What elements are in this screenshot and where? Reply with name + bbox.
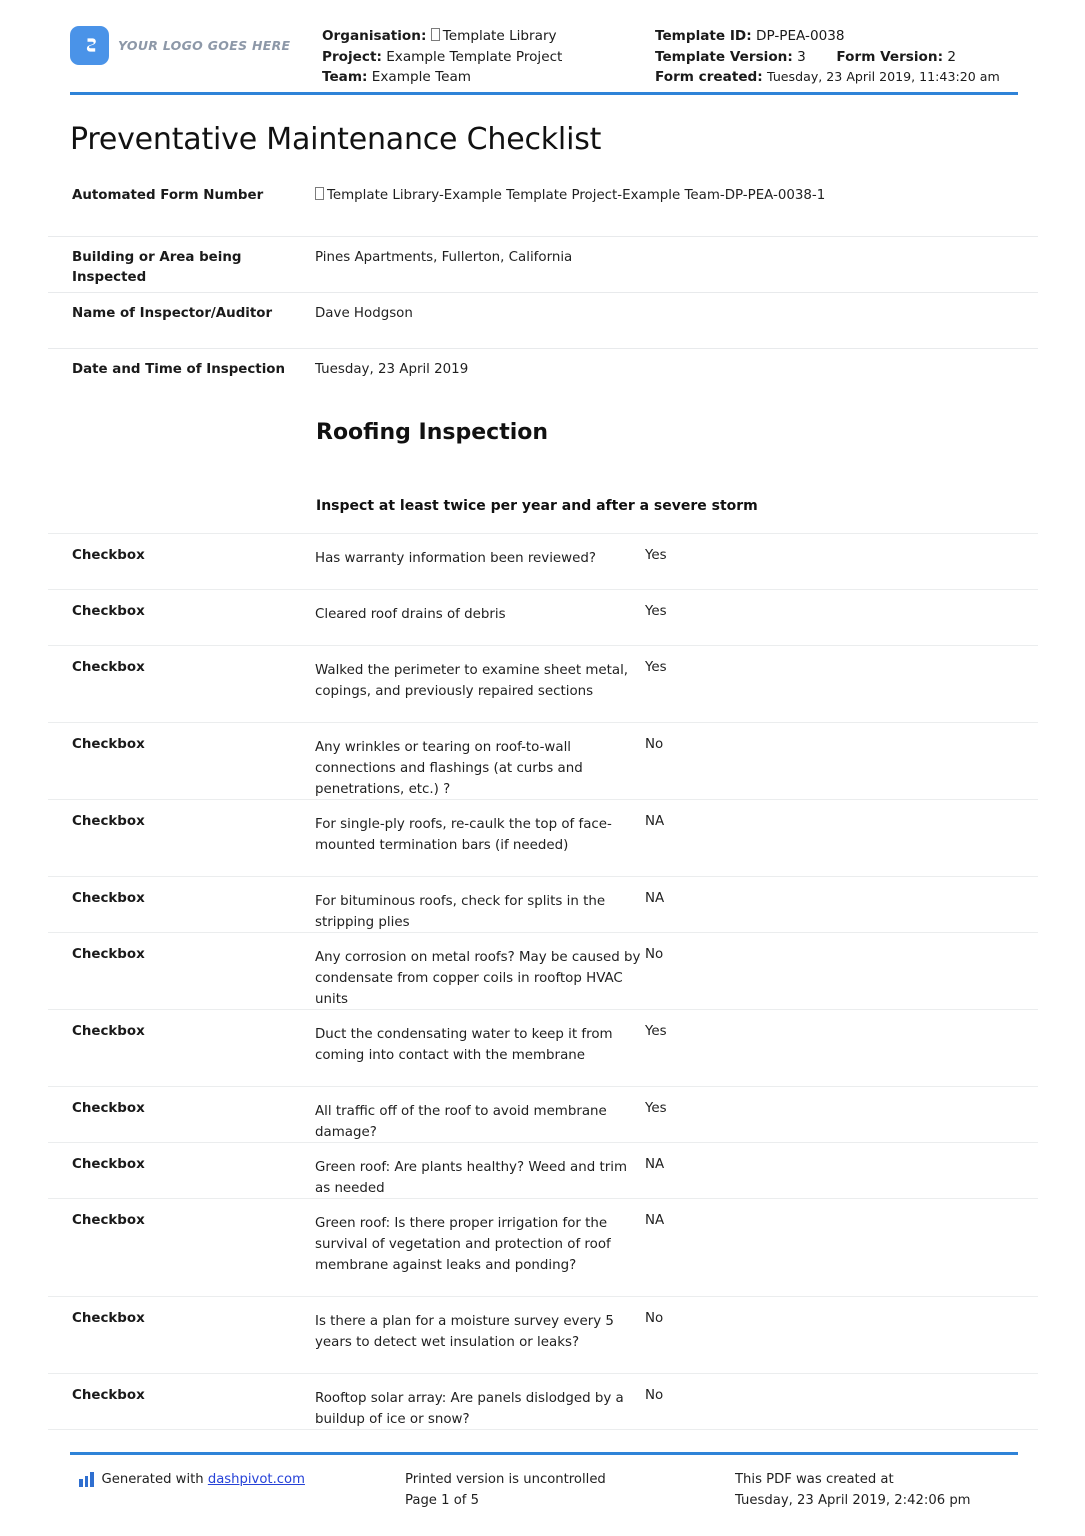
project-label: Project: bbox=[322, 48, 382, 65]
info-row-value: Pines Apartments, Fullerton, California bbox=[315, 250, 573, 265]
checklist-row-description: Any wrinkles or tearing on roof-to-wall connections and flashings (at curbs and penetrations, etc.) ? bbox=[315, 740, 583, 797]
footer-created-block bbox=[735, 1470, 971, 1511]
team-label: Team: bbox=[322, 69, 368, 85]
table-row bbox=[48, 1009, 1038, 1086]
table-row bbox=[48, 799, 1038, 876]
form-created-label: Form created: bbox=[655, 69, 763, 85]
info-row bbox=[48, 236, 1038, 292]
section-heading: Roofing Inspection bbox=[316, 420, 549, 445]
page-title: Preventative Maintenance Checklist bbox=[70, 122, 602, 157]
template-version-value: 3 bbox=[797, 48, 806, 65]
template-id-label: Template ID: bbox=[655, 28, 752, 44]
table-row bbox=[48, 1142, 1038, 1198]
checklist-row-type: Checkbox bbox=[72, 1157, 145, 1172]
template-version-label: Template Version: bbox=[655, 48, 793, 65]
checklist-row-value: No bbox=[645, 1311, 664, 1326]
form-info-table bbox=[48, 175, 1038, 405]
info-row-label: Automated Form Number bbox=[72, 188, 264, 203]
info-row-label: Name of Inspector/Auditor bbox=[72, 306, 273, 321]
footer-generated-block bbox=[79, 1470, 305, 1490]
checklist-row-value: NA bbox=[645, 1157, 665, 1172]
table-row bbox=[48, 1086, 1038, 1142]
checklist-row-type: Checkbox bbox=[72, 1213, 145, 1228]
info-row-value: Dave Hodgson bbox=[315, 306, 413, 321]
checklist-row-description: Duct the condensating water to keep it from coming into contact with the membrane bbox=[315, 1027, 613, 1063]
info-row-value: Template Library-Example Template Project-Example Team-DP-PEA-0038-1 bbox=[315, 186, 1015, 206]
checklist-table bbox=[48, 533, 1038, 1430]
info-row bbox=[48, 175, 1038, 236]
info-row bbox=[48, 292, 1038, 348]
checklist-row-type: Checkbox bbox=[72, 1388, 145, 1403]
page-footer bbox=[0, 1466, 1085, 1526]
checklist-row-value: Yes bbox=[645, 548, 667, 563]
header-org-block bbox=[322, 26, 562, 88]
checklist-row-value: No bbox=[645, 1388, 664, 1403]
template-id-value: DP-PEA-0038 bbox=[755, 28, 845, 44]
form-created-value: Tuesday, 23 April 2019, 11:43:20 am bbox=[767, 69, 1000, 84]
checklist-row-description: Any corrosion on metal roofs? May be caused by condensate from copper coils in rooftop HVAC units bbox=[315, 950, 641, 1007]
logo-placeholder-text: YOUR LOGO GOES HERE bbox=[118, 38, 291, 53]
table-row bbox=[48, 1198, 1038, 1296]
header-divider bbox=[70, 92, 1018, 95]
header-project-line bbox=[322, 47, 562, 68]
footer-created-line1: This PDF was created at bbox=[735, 1472, 894, 1487]
checklist-row-type: Checkbox bbox=[72, 1101, 145, 1116]
checklist-row-value: No bbox=[645, 947, 664, 962]
checklist-row-value: NA bbox=[645, 1213, 665, 1228]
header-organisation-line bbox=[322, 26, 562, 47]
table-row bbox=[48, 876, 1038, 932]
checklist-row-type: Checkbox bbox=[72, 1024, 145, 1039]
footer-page-number: Page 1 of 5 bbox=[405, 1492, 479, 1508]
checklist-row-type: Checkbox bbox=[72, 814, 145, 829]
header-template-block bbox=[655, 26, 1000, 88]
checklist-row-type: Checkbox bbox=[72, 737, 145, 752]
form-version-value: 2 bbox=[947, 48, 956, 65]
header-form-created-line bbox=[655, 67, 1000, 88]
header-team-line bbox=[322, 67, 562, 88]
table-row bbox=[48, 589, 1038, 645]
checklist-row-description: For single-ply roofs, re-caulk the top of face-mounted termination bars (if needed) bbox=[315, 817, 612, 853]
missing-glyph-icon bbox=[315, 187, 324, 200]
organisation-label: Organisation: bbox=[322, 28, 427, 44]
form-version-label: Form Version: bbox=[836, 48, 944, 65]
checklist-row-value: No bbox=[645, 737, 664, 752]
checklist-row-description: Walked the perimeter to examine sheet metal, copings, and previously repaired sections bbox=[315, 663, 629, 699]
checklist-row-value: Yes bbox=[645, 1024, 667, 1039]
table-row bbox=[48, 645, 1038, 722]
team-value: Example Team bbox=[371, 69, 472, 85]
dashpivot-link[interactable]: dashpivot.com bbox=[207, 1472, 305, 1487]
checklist-row-description: Green roof: Are plants healthy? Weed and trim as needed bbox=[315, 1160, 628, 1196]
info-row bbox=[48, 348, 1038, 405]
checklist-row-type: Checkbox bbox=[72, 1311, 145, 1326]
footer-divider bbox=[70, 1452, 1018, 1455]
checklist-row-value: Yes bbox=[645, 1101, 667, 1116]
bar-chart-icon bbox=[79, 1472, 94, 1487]
checklist-row-description: For bituminous roofs, check for splits in the stripping plies bbox=[315, 894, 606, 930]
dashpivot-logo-icon bbox=[70, 26, 109, 65]
checklist-row-type: Checkbox bbox=[72, 548, 145, 563]
header-template-id-line bbox=[655, 26, 1000, 47]
logo-block bbox=[70, 26, 290, 65]
header-version-line bbox=[655, 47, 1000, 68]
project-value: Example Template Project bbox=[386, 48, 563, 65]
checklist-row-value: NA bbox=[645, 814, 665, 829]
table-row bbox=[48, 722, 1038, 799]
checklist-row-type: Checkbox bbox=[72, 891, 145, 906]
checklist-row-value: Yes bbox=[645, 660, 667, 675]
footer-created-timestamp: Tuesday, 23 April 2019, 2:42:06 pm bbox=[735, 1492, 971, 1508]
checklist-row-value: Yes bbox=[645, 604, 667, 619]
checklist-row-description: Is there a plan for a moisture survey every 5 years to detect wet insulation or leaks? bbox=[315, 1314, 614, 1350]
page-header bbox=[0, 0, 1085, 96]
info-row-label: Building or Area being Inspected bbox=[72, 250, 242, 285]
checklist-row-description: Rooftop solar array: Are panels dislodged by a buildup of ice or snow? bbox=[315, 1391, 624, 1427]
footer-printed-block bbox=[405, 1470, 606, 1511]
checklist-row-description: Green roof: Is there proper irrigation for the survival of vegetation and protection of roof membrane against leaks and ponding? bbox=[315, 1216, 611, 1273]
organisation-value: Template Library bbox=[442, 28, 557, 44]
table-row bbox=[48, 1373, 1038, 1429]
table-row bbox=[48, 533, 1038, 589]
checklist-row-description: Has warranty information been reviewed? bbox=[315, 551, 596, 566]
section-subheading: Inspect at least twice per year and after a severe storm bbox=[316, 498, 758, 514]
table-row bbox=[48, 1296, 1038, 1373]
checklist-row-type: Checkbox bbox=[72, 604, 145, 619]
checklist-row-description: Cleared roof drains of debris bbox=[315, 607, 506, 622]
footer-printed-line1: Printed version is uncontrolled bbox=[405, 1472, 606, 1487]
footer-generated-text: Generated with dashpivot.com bbox=[101, 1472, 305, 1487]
info-row-label: Date and Time of Inspection bbox=[72, 362, 286, 377]
info-row-value: Tuesday, 23 April 2019 bbox=[315, 362, 469, 377]
missing-glyph-icon bbox=[431, 28, 440, 41]
checklist-row-type: Checkbox bbox=[72, 947, 145, 962]
table-row bbox=[48, 932, 1038, 1009]
checklist-row-description: All traffic off of the roof to avoid membrane damage? bbox=[315, 1104, 607, 1140]
checklist-row-value: NA bbox=[645, 891, 665, 906]
checklist-row-type: Checkbox bbox=[72, 660, 145, 675]
